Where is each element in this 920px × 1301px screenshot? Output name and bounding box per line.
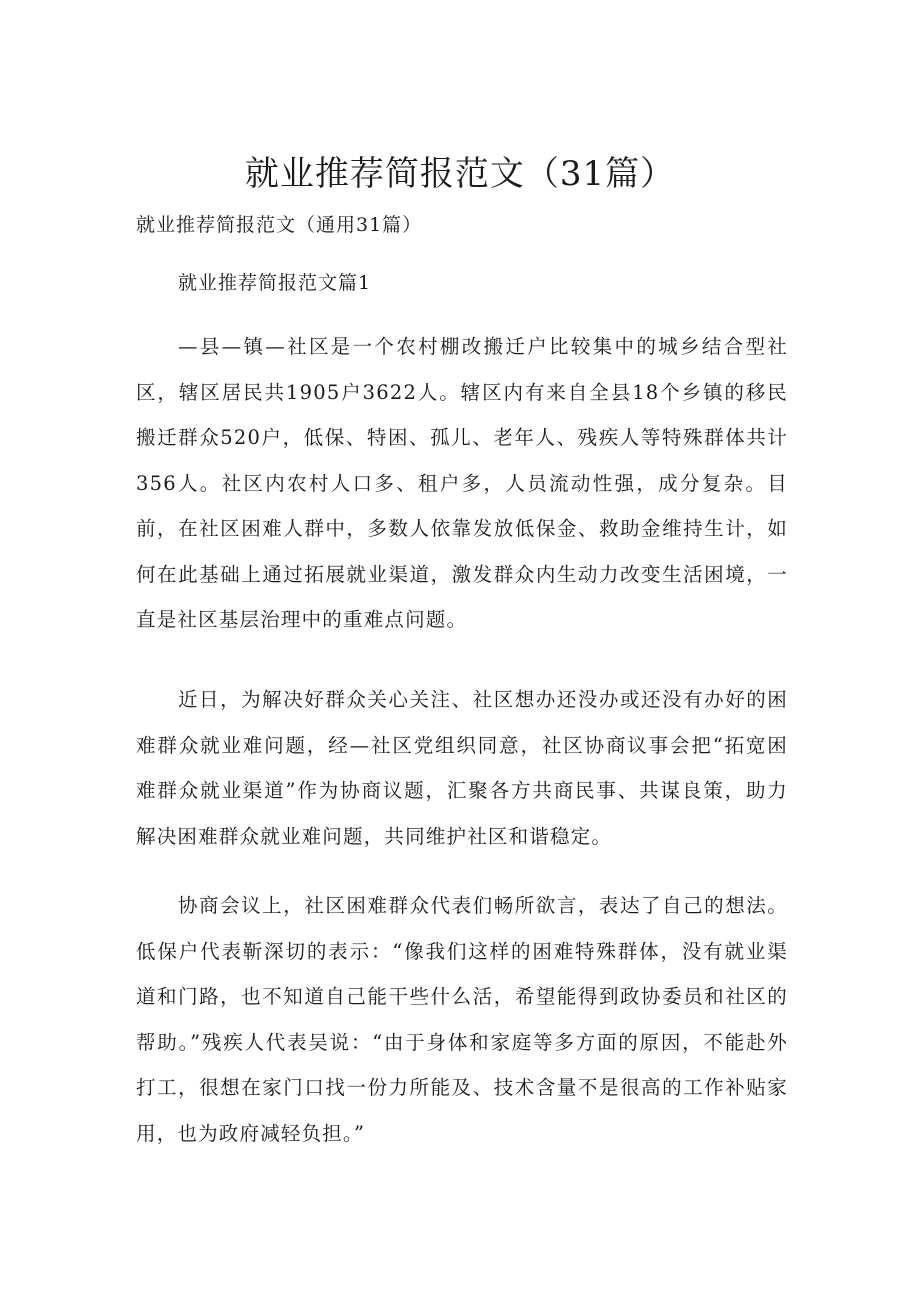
body-paragraph-1: —县—镇—社区是一个农村棚改搬迁户比较集中的城乡结合型社区，辖区居民共1905户3622人。辖区内有来自全县18个乡镇的移民搬迁群众520户，低保、特困、孤儿、老年人、残疾人等特殊群体共计356人。社区内农村人口多、租户多，人员流动性强，成分复杂。目前，在社区困难人群中，多数人依靠发放低保金、救助金维持生计，如何在此基础上通过拓展就业渠道，激发群众内生动力改变生活困境，一直是社区基层治理中的重难点问题。	[136, 335, 788, 631]
body-paragraph-3: 协商会议上，社区困难群众代表们畅所欲言，表达了自己的想法。低保户代表靳深切的表示：“像我们这样的困难特殊群体，没有就业渠道和门路，也不知道自己能干些什么活，希望能得到政协委员和社区的帮助。”残疾人代表吴说：“由于身体和家庭等多方面的原因，不能赴外打工，很想在家门口找一份力所能及、技术含量不是很高的工作补贴家用，也为政府减轻负担。”	[136, 894, 788, 1145]
document-subtitle: 就业推荐简报范文（通用31篇）	[136, 214, 423, 236]
body-paragraph-2: 近日，为解决好群众关心关注、社区想办还没办或还没有办好的困难群众就业难问题，经—社区党组织同意，社区协商议事会把“拓宽困难群众就业渠道”作为协商议题，汇聚各方共商民事、共谋良策，助力解决困难群众就业难问题，共同维护社区和谐稳定。	[136, 688, 788, 848]
document-title: 就业推荐简报范文（31篇）	[244, 154, 676, 194]
section-heading: 就业推荐简报范文篇1	[178, 272, 372, 294]
